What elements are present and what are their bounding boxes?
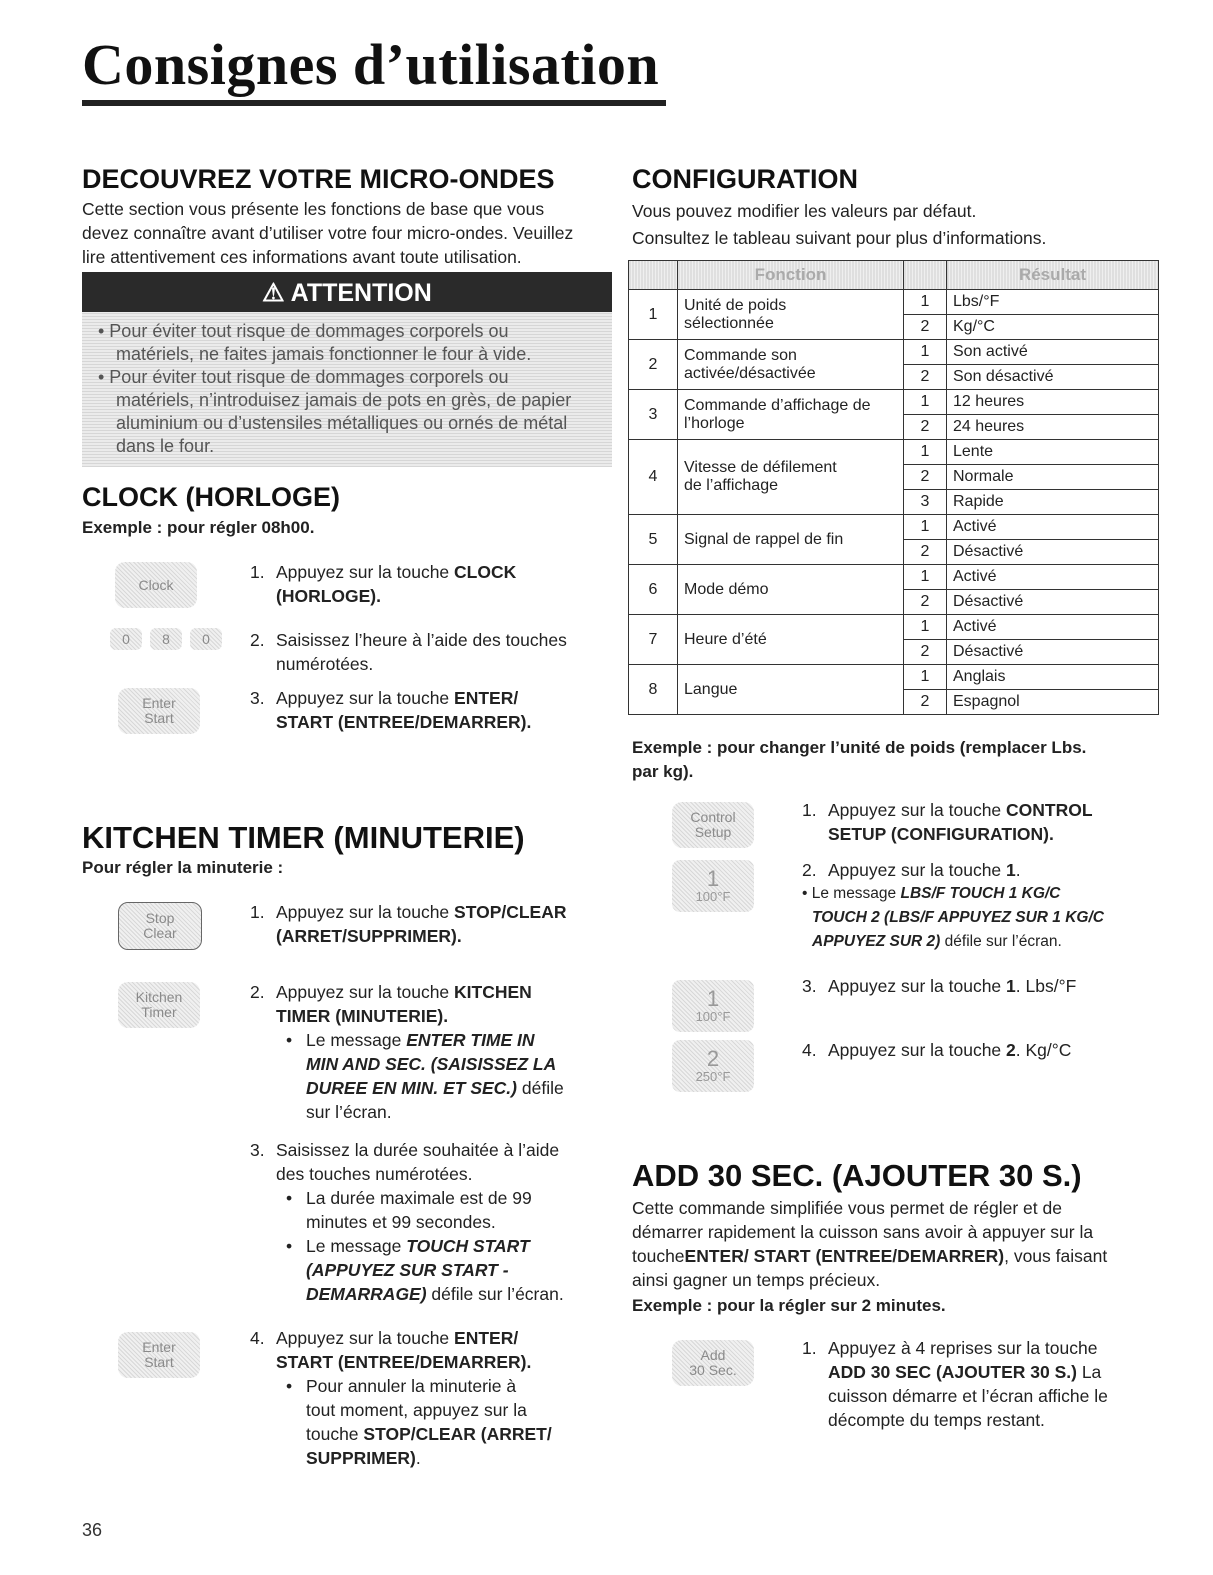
option-number: 2 bbox=[904, 540, 947, 565]
function-name bbox=[678, 340, 904, 390]
option-number: 1 bbox=[904, 440, 947, 465]
display-message: DEMARRAGE) bbox=[306, 1284, 427, 1304]
option-number: 1 bbox=[904, 515, 947, 540]
step-number: 4. bbox=[802, 1040, 817, 1060]
step-key-name: CONTROL bbox=[1006, 800, 1093, 820]
table-row bbox=[629, 515, 1159, 540]
function-line: Mode démo bbox=[684, 580, 769, 598]
option-value: 24 heures bbox=[947, 415, 1159, 440]
step-text: Appuyez à 4 reprises sur la touche bbox=[828, 1338, 1098, 1358]
warning-triangle-icon: ⚠ bbox=[262, 279, 285, 307]
step-number: 3. bbox=[250, 1140, 265, 1160]
key-label: Start bbox=[144, 1354, 174, 1370]
step-text: Appuyez sur la touche bbox=[828, 976, 1007, 996]
function-line: Langue bbox=[684, 680, 738, 698]
display-lbs-icon bbox=[672, 980, 754, 1032]
step-number: 2. bbox=[250, 982, 265, 1002]
step-text: Appuyez sur la touche bbox=[276, 688, 455, 708]
option-number: 1 bbox=[904, 290, 947, 315]
step-key-name: CLOCK bbox=[454, 562, 517, 582]
config-line-2: Consultez le tableau suivant pour plus d’informations. bbox=[632, 228, 1047, 248]
bullet-text: défile bbox=[517, 1078, 564, 1098]
step-key-name: 2 bbox=[1006, 1040, 1016, 1060]
option-value: Son désactivé bbox=[947, 365, 1159, 390]
display-digit: 1 bbox=[706, 865, 720, 891]
option-value: Kg/°C bbox=[947, 315, 1159, 340]
bullet-text: Le message bbox=[306, 1236, 407, 1256]
display-message: (APPUYEZ SUR START - bbox=[306, 1260, 509, 1280]
step-number: 3. bbox=[250, 688, 265, 708]
option-value: Activé bbox=[947, 615, 1159, 640]
step-text: Appuyez sur la touche bbox=[276, 902, 455, 922]
add-30-sec-key bbox=[672, 1340, 754, 1386]
display-kg-icon bbox=[672, 1040, 754, 1092]
stop-clear-key bbox=[118, 902, 202, 950]
step-text: La bbox=[1076, 1362, 1102, 1382]
option-number: 1 bbox=[904, 340, 947, 365]
warning-header bbox=[82, 272, 612, 312]
option-value: Normale bbox=[947, 465, 1159, 490]
bullet-text: défile sur l’écran. bbox=[940, 933, 1062, 950]
option-number: 2 bbox=[904, 465, 947, 490]
bullet-text: . bbox=[415, 1448, 421, 1468]
digit-key bbox=[110, 628, 142, 650]
config-step-1 bbox=[802, 798, 1162, 846]
function-line: Commande d’affichage de bbox=[684, 396, 871, 414]
function-name bbox=[678, 565, 904, 615]
key-label: Setup bbox=[694, 824, 732, 840]
bullet-text: sur l’écran. bbox=[306, 1102, 392, 1122]
add30-example: Exemple : pour la régler sur 2 minutes. bbox=[632, 1296, 946, 1315]
discover-line: Cette section vous présente les fonctions de base que vous bbox=[82, 199, 545, 219]
warning-heading: ATTENTION bbox=[290, 279, 432, 307]
bullet-text: Le message bbox=[306, 1030, 407, 1050]
table-row bbox=[629, 665, 1159, 690]
table-row bbox=[629, 615, 1159, 640]
add30-line: , vous faisant bbox=[1004, 1246, 1108, 1266]
table-header-blank bbox=[629, 261, 678, 290]
key-label: Kitchen bbox=[135, 989, 183, 1005]
timer-step-3-bullet-2: • Le message TOUCH START (APPUYEZ SUR START - DEMARRAGE) défile sur l’écran. bbox=[286, 1236, 564, 1304]
option-number: 2 bbox=[904, 640, 947, 665]
kitchen-timer-key bbox=[118, 982, 200, 1028]
option-value: Anglais bbox=[947, 665, 1159, 690]
function-number: 1 bbox=[629, 290, 678, 340]
key-label: Enter bbox=[142, 1339, 176, 1355]
step-key-name: ENTER/ START (ENTREE/DEMARRER) bbox=[684, 1246, 1005, 1266]
timer-step-4-bullet: • Pour annuler la minuterie à tout moment, appuyez sur la touche STOP/CLEAR (ARRET/ SUPPRIMER). bbox=[250, 1374, 620, 1470]
table-header-blank bbox=[904, 261, 947, 290]
step-number: 3. bbox=[802, 976, 817, 996]
key-label: Timer bbox=[141, 1004, 177, 1020]
step-text: . Lbs/°F bbox=[1015, 976, 1077, 996]
add30-intro bbox=[632, 1196, 1172, 1292]
discover-heading: DECOUVREZ VOTRE MICRO-ONDES bbox=[82, 164, 555, 194]
clock-key bbox=[115, 562, 197, 608]
function-number: 5 bbox=[629, 515, 678, 565]
clock-step-3 bbox=[250, 686, 610, 734]
config-step-2 bbox=[802, 858, 1182, 954]
key-label: Add bbox=[700, 1347, 726, 1363]
add30-heading: ADD 30 SEC. (AJOUTER 30 S.) bbox=[632, 1158, 1082, 1193]
clock-example: Exemple : pour régler 08h00. bbox=[82, 518, 315, 537]
bullet-text: minutes et 99 secondes. bbox=[306, 1212, 496, 1232]
warning-line: matériels, ne faites jamais fonctionner le four à vide. bbox=[116, 344, 532, 364]
key-label: Start bbox=[144, 710, 174, 726]
digit-keys bbox=[110, 628, 230, 652]
table-header-fonction: Fonction bbox=[678, 261, 904, 290]
timer-step-2-bullet: • Le message ENTER TIME IN MIN AND SEC. (SAISISSEZ LA DUREE EN MIN. ET SEC.) défile sur l’écran. bbox=[250, 1028, 620, 1124]
option-number: 1 bbox=[904, 615, 947, 640]
warning-text bbox=[90, 320, 605, 458]
function-line: Vitesse de défilement bbox=[684, 459, 837, 476]
warning-box bbox=[82, 272, 612, 467]
add30-step-1 bbox=[802, 1336, 1162, 1432]
digit-key bbox=[150, 628, 182, 650]
step-text: Saisissez la durée souhaitée à l’aide bbox=[276, 1140, 560, 1160]
timer-step-3-bullet-1: • La durée maximale est de 99 minutes et 99 secondes. bbox=[250, 1186, 620, 1234]
digit-key-label: 0 bbox=[122, 630, 130, 647]
step-text: Appuyez sur la touche bbox=[276, 1328, 455, 1348]
function-line: Unité de poids bbox=[684, 296, 787, 314]
step-key-name: TIMER (MINUTERIE). bbox=[276, 1006, 449, 1026]
step-text: décompte du temps restant. bbox=[828, 1410, 1045, 1430]
option-number: 2 bbox=[904, 415, 947, 440]
function-number: 2 bbox=[629, 340, 678, 390]
function-name bbox=[678, 290, 904, 340]
function-number: 7 bbox=[629, 615, 678, 665]
key-label: Enter bbox=[142, 695, 176, 711]
option-value: Désactivé bbox=[947, 640, 1159, 665]
discover-line: lire attentivement ces informations avant toute utilisation. bbox=[82, 247, 522, 267]
option-number: 3 bbox=[904, 490, 947, 515]
step-key-name: SETUP (CONFIGURATION). bbox=[828, 824, 1054, 844]
function-name bbox=[678, 615, 904, 665]
title-underline bbox=[82, 100, 666, 106]
key-label: Stop bbox=[145, 910, 175, 926]
option-number: 1 bbox=[904, 390, 947, 415]
function-name bbox=[678, 440, 904, 515]
option-value: 12 heures bbox=[947, 390, 1159, 415]
config-step-2-message bbox=[802, 882, 1182, 954]
option-number: 2 bbox=[904, 590, 947, 615]
key-label: 30 Sec. bbox=[689, 1362, 737, 1378]
display-message: LBS/F TOUCH 1 KG/C bbox=[900, 885, 1061, 902]
step-number: 1. bbox=[802, 1338, 817, 1358]
step-key-name: SUPPRIMER) bbox=[306, 1448, 416, 1468]
warning-line: dans le four. bbox=[116, 436, 215, 456]
function-number: 4 bbox=[629, 440, 678, 515]
display-digit: 2 bbox=[706, 1045, 720, 1071]
option-number: 2 bbox=[904, 365, 947, 390]
clock-heading: CLOCK (HORLOGE) bbox=[82, 482, 340, 512]
option-value: Espagnol bbox=[947, 690, 1159, 715]
function-line: activée/désactivée bbox=[684, 364, 816, 382]
timer-intro: Pour régler la minuterie : bbox=[82, 858, 284, 877]
page-number: 36 bbox=[82, 1520, 103, 1540]
timer-step-3 bbox=[250, 1138, 620, 1306]
display-message: MIN AND SEC. (SAISISSEZ LA bbox=[306, 1054, 557, 1074]
step-text: . bbox=[1015, 860, 1021, 880]
warning-line: aluminium ou d’ustensiles métalliques ou ornés de métal bbox=[116, 413, 568, 433]
option-value: Son activé bbox=[947, 340, 1159, 365]
config-example-line: par kg). bbox=[632, 762, 694, 781]
warning-line: • Pour éviter tout risque de dommages corporels ou bbox=[98, 321, 509, 341]
warning-line: matériels, n’introduisez jamais de pots en grès, de papier bbox=[116, 390, 572, 410]
display-message: TOUCH START bbox=[406, 1236, 530, 1256]
display-message: TOUCH 2 (LBS/F APPUYEZ SUR 1 KG/C bbox=[812, 909, 1104, 926]
option-value: Activé bbox=[947, 565, 1159, 590]
discover-intro bbox=[82, 197, 622, 269]
config-step-3 bbox=[802, 974, 1162, 998]
key-label: Clear bbox=[143, 925, 177, 941]
option-value: Désactivé bbox=[947, 540, 1159, 565]
step-number: 1. bbox=[802, 800, 817, 820]
display-message: APPUYEZ SUR 2) bbox=[812, 933, 941, 950]
option-value: Activé bbox=[947, 515, 1159, 540]
clock-key-label: Clock bbox=[138, 576, 174, 593]
function-number: 8 bbox=[629, 665, 678, 715]
step-key-name: STOP/CLEAR bbox=[454, 902, 567, 922]
step-text: Appuyez sur la touche bbox=[276, 982, 455, 1002]
step-key-name: STOP/CLEAR (ARRET/ bbox=[363, 1424, 552, 1444]
display-digit: 1 bbox=[706, 985, 720, 1011]
table-row bbox=[629, 290, 1159, 315]
option-number: 2 bbox=[904, 315, 947, 340]
add30-line: touche bbox=[632, 1246, 685, 1266]
step-number: 1. bbox=[250, 562, 265, 582]
function-name bbox=[678, 515, 904, 565]
step-number: 4. bbox=[250, 1328, 265, 1348]
function-line: sélectionnée bbox=[684, 314, 774, 332]
function-line: Heure d’été bbox=[684, 630, 767, 648]
step-key-name: (ARRET/SUPPRIMER). bbox=[276, 926, 462, 946]
step-text: Appuyez sur la touche bbox=[828, 860, 1007, 880]
option-value: Lbs/°F bbox=[947, 290, 1159, 315]
key-label: Control bbox=[690, 809, 736, 825]
display-message: DUREE EN MIN. ET SEC.) bbox=[306, 1078, 517, 1098]
step-text: Appuyez sur la touche bbox=[828, 1040, 1007, 1060]
option-number: 1 bbox=[904, 565, 947, 590]
display-sub: 100°F bbox=[695, 888, 731, 904]
function-line: Signal de rappel de fin bbox=[684, 530, 844, 548]
page-title: Consignes d’utilisation bbox=[82, 32, 660, 97]
function-name bbox=[678, 665, 904, 715]
clock-step-2 bbox=[250, 628, 610, 676]
step-key-name: ENTER/ bbox=[454, 688, 519, 708]
step-key-name: (HORLOGE). bbox=[276, 586, 381, 606]
enter-start-key bbox=[118, 688, 200, 734]
display-message: ENTER TIME IN bbox=[406, 1030, 535, 1050]
discover-line: devez connaître avant d’utiliser votre four micro-ondes. Veuillez bbox=[82, 223, 574, 243]
function-name bbox=[678, 390, 904, 440]
step-key-name: ENTER/ bbox=[454, 1328, 519, 1348]
table-row bbox=[629, 390, 1159, 415]
step-text: . Kg/°C bbox=[1015, 1040, 1072, 1060]
step-key-name: KITCHEN bbox=[454, 982, 532, 1002]
config-table bbox=[628, 260, 1159, 715]
timer-step-2 bbox=[250, 980, 620, 1124]
bullet-text: • Le message bbox=[802, 885, 901, 902]
option-number: 2 bbox=[904, 690, 947, 715]
bullet-text: touche bbox=[306, 1424, 364, 1444]
digit-key-label: 0 bbox=[202, 630, 210, 647]
add30-line: démarrer rapidement la cuisson sans avoir à appuyer sur la bbox=[632, 1222, 1094, 1242]
step-text: des touches numérotées. bbox=[276, 1164, 473, 1184]
timer-step-4 bbox=[250, 1326, 620, 1470]
step-number: 2. bbox=[250, 630, 265, 650]
timer-step-1 bbox=[250, 900, 610, 948]
config-example-line: Exemple : pour changer l’unité de poids (remplacer Lbs. bbox=[632, 738, 1087, 757]
add30-line: Cette commande simplifiée vous permet de régler et de bbox=[632, 1198, 1062, 1218]
step-text: Saisissez l’heure à l’aide des touches bbox=[276, 630, 567, 650]
bullet-text: La durée maximale est de 99 bbox=[306, 1188, 532, 1208]
timer-heading: KITCHEN TIMER (MINUTERIE) bbox=[82, 820, 525, 855]
option-value: Rapide bbox=[947, 490, 1159, 515]
clock-step-1 bbox=[250, 560, 590, 608]
control-setup-key bbox=[672, 802, 754, 848]
warning-line: • Pour éviter tout risque de dommages corporels ou bbox=[98, 367, 509, 387]
table-header-resultat: Résultat bbox=[947, 261, 1159, 290]
display-sub: 250°F bbox=[695, 1068, 731, 1084]
step-key-name: START (ENTREE/DEMARRER). bbox=[276, 1352, 532, 1372]
table-row bbox=[629, 440, 1159, 465]
step-key-name: START (ENTREE/DEMARRER). bbox=[276, 712, 532, 732]
config-step-4 bbox=[802, 1038, 1162, 1062]
step-key-name: ADD 30 SEC (AJOUTER 30 S.) bbox=[828, 1362, 1077, 1382]
function-line: l’horloge bbox=[684, 414, 745, 432]
step-key-name: 1 bbox=[1006, 860, 1016, 880]
function-line: Commande son bbox=[684, 346, 797, 364]
add30-line: ainsi gagner un temps précieux. bbox=[632, 1270, 881, 1290]
config-line-1: Vous pouvez modifier les valeurs par défaut. bbox=[632, 201, 977, 221]
digit-key-label: 8 bbox=[162, 630, 170, 647]
bullet-text: tout moment, appuyez sur la bbox=[306, 1400, 527, 1420]
option-value: Désactivé bbox=[947, 590, 1159, 615]
step-number: 2. bbox=[802, 860, 817, 880]
display-sub: 100°F bbox=[695, 1008, 731, 1024]
step-text: numérotées. bbox=[276, 654, 374, 674]
table-row bbox=[629, 565, 1159, 590]
step-text: Appuyez sur la touche bbox=[276, 562, 455, 582]
enter-start-key bbox=[118, 1332, 200, 1378]
function-number: 6 bbox=[629, 565, 678, 615]
config-example bbox=[632, 736, 1172, 784]
function-line: de l’affichage bbox=[684, 477, 778, 494]
step-text: Appuyez sur la touche bbox=[828, 800, 1007, 820]
config-heading: CONFIGURATION bbox=[632, 164, 858, 194]
table-row bbox=[629, 340, 1159, 365]
bullet-text: Pour annuler la minuterie à bbox=[306, 1376, 517, 1396]
bullet-text: défile sur l’écran. bbox=[426, 1284, 564, 1304]
option-value: Lente bbox=[947, 440, 1159, 465]
step-key-name: 1 bbox=[1006, 976, 1016, 996]
display-lbs-icon bbox=[672, 860, 754, 912]
step-number: 1. bbox=[250, 902, 265, 922]
option-number: 1 bbox=[904, 665, 947, 690]
function-number: 3 bbox=[629, 390, 678, 440]
digit-key bbox=[190, 628, 222, 650]
step-text: cuisson démarre et l’écran affiche le bbox=[828, 1386, 1108, 1406]
